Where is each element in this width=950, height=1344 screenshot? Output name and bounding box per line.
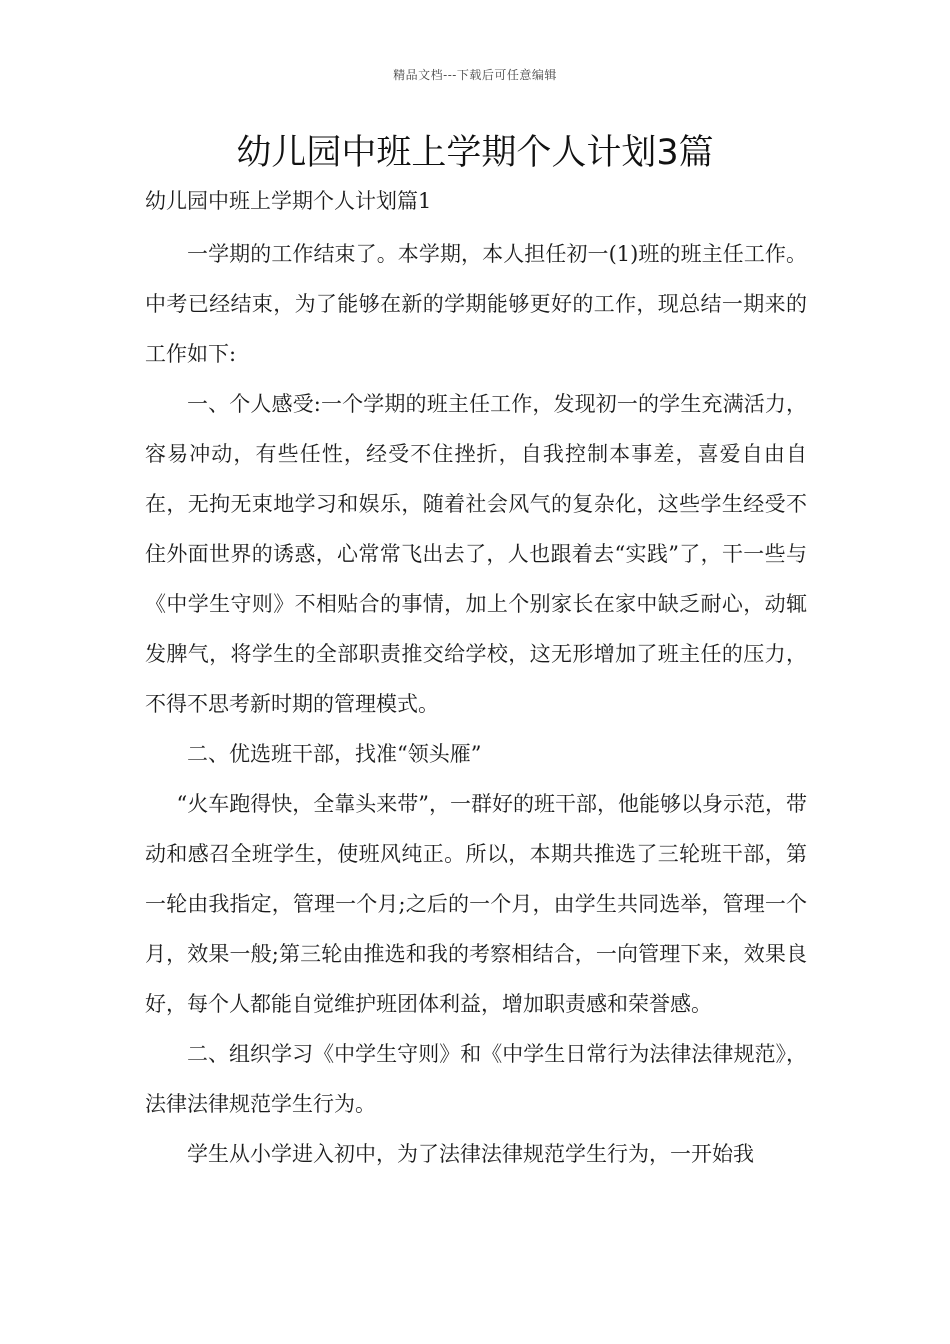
section-subtitle: 幼儿园中班上学期个人计划篇1 [145, 189, 432, 213]
header-note: 精品文档---下载后可任意编辑 [393, 68, 557, 82]
paragraph-study-rules: 学生从小学进入初中，为了法律法律规范学生行为，一开始我 [187, 1142, 754, 1166]
document-title: 幼儿园中班上学期个人计划3篇 [236, 133, 714, 173]
paragraph-heading-study-rules: 二、组织学习《中学生守则》和《中学生日常行为法律法律规范》，法律法律规范学生行为。 [145, 1042, 807, 1116]
paragraph-class-cadres: “火车跑得快，全靠头来带”，一群好的班干部，他能够以身示范，带动和感召全班学生，使班风纯正。所以，本期共推选了三轮班干部，第一轮由我指定，管理一个月;之后的一个月，由学生共同选举，管理一个月，效果一般;第三轮由推选和我的考察相结合，一向管理下来，效果良好，每个人都能自觉维护班团体利益，增加职责感和荣誉感。 [145, 792, 807, 1016]
paragraph-personal-feelings: 一、个人感受:一个学期的班主任工作，发现初一的学生充满活力，容易冲动，有些任性，经受不住挫折，自我控制本事差，喜爱自由自在，无拘无束地学习和娱乐，随着社会风气的复杂化，这些学生经受不住外面世界的诱惑，心常常飞出去了，人也跟着去“实践”了，干一些与《中学生守则》不相贴合的事情，加上个别家长在家中缺乏耐心，动辄发脾气，将学生的全部职责推交给学校，这无形增加了班主任的压力，不得不思考新时期的管理模式。 [145, 392, 807, 716]
paragraph-intro: 一学期的工作结束了。本学期，本人担任初一(1)班的班主任工作。中考已经结束，为了能够在新的学期能够更好的工作，现总结一期来的工作如下: [145, 242, 807, 366]
document-body [145, 229, 807, 1179]
paragraph-heading-class-cadres: 二、优选班干部，找准“领头雁” [187, 742, 482, 766]
